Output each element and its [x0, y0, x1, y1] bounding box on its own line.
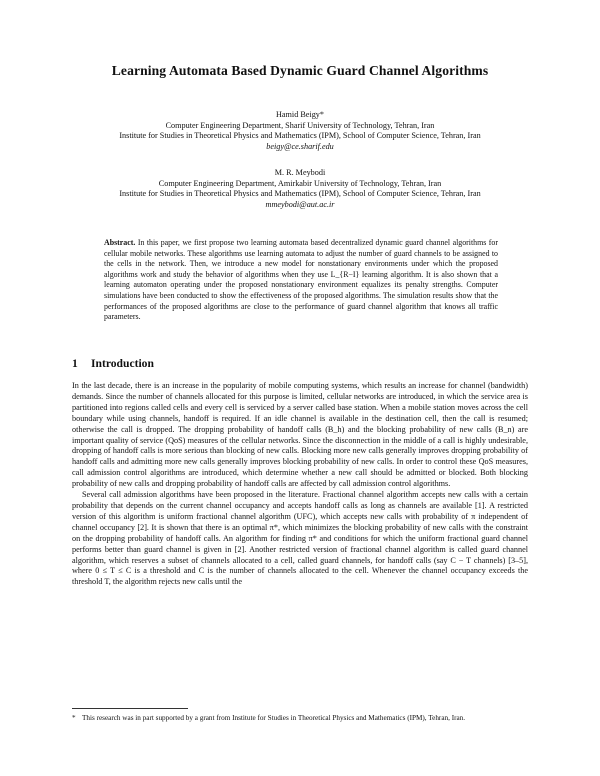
author-name: M. R. Meybodi [274, 168, 326, 177]
section-number: 1 [72, 357, 78, 370]
abstract [104, 238, 498, 323]
section-heading [72, 357, 154, 370]
abstract-text: In this paper, we first propose two learning automata based decentralized dynamic guard channel algorithms for cellular mobile networks. These algorithms use learning automata to adjust the number of guard channels to be assigned to the cells in the network. Then, we introduce a new model for nonstationary environments under which the proposed algorithms work and study the behavior of algorithms when they use L_{R−I} learning algorithm. It is also shown that a learning automaton operating under the proposed nonstationary environment equalizes its penalty strengths. Computer simulations have been conducted to show the effectiveness of the proposed algorithms. The simulation results show that the performances of the proposed algorithms are close to the performance of guard channel algorithm that knows all traffic parameters. [104, 238, 498, 322]
footnote-rule [72, 708, 188, 709]
author-block-1 [0, 110, 600, 152]
author-affiliation: Computer Engineering Department, Sharif University of Technology, Tehran, Iran [165, 120, 435, 130]
paragraph: In the last decade, there is an increase in the popularity of mobile computing systems, which results an increase for channel (bandwidth) demands. Since the number of channels allocated for this purpose is limited, cellular networks are introduced, in which the service area is partitioned into regions called cells and every cell is serviced by a server called base station. When a mobile station moves across the cell boundary while using channels, handoff is required. If an idle channel is available in the destination cell, then the call is resumed; otherwise the call is dropped. The dropping probability of handoff calls (B_h) and the blocking probability of new calls (B_n) are important quality of service (QoS) measures of the cellular networks. Since the disconnection in the middle of a call is highly undesirable, dropping of handoff calls is more serious than blocking of new calls. Blocking more new calls generally improves dropping probability of handoff calls and admitting more new calls generally improves blocking probability of new calls. In order to control these QoS measures, call admission control algorithms are introduced, which determine whether a new call should be admitted or blocked. Both blocking probability of new calls and dropping probability of handoff calls are affected by call admission control algorithms. [72, 381, 528, 489]
paper-title: Learning Automata Based Dynamic Guard Channel Algorithms [111, 63, 489, 78]
body-text [72, 381, 528, 588]
author-affiliation: Institute for Studies in Theoretical Physics and Mathematics (IPM), School of Computer Science, Tehran, Iran [119, 131, 481, 141]
paragraph: Several call admission algorithms have been proposed in the literature. Fractional channel algorithm accepts new calls with a certain probability that depends on the current channel occupancy and accepts handoff calls as long as channels are available [1]. A restricted version of this algorithm is uniform fractional channel algorithm (UFC), which accepts new calls with probability of π independent of channel occupancy [2]. It is shown that there is an optimal π*, which minimizes the blocking probability of new calls with the constraint on the dropping probability of handoff calls. An algorithm for finding π* and conditions for which the uniform fractional guard channel performs better than guard channel is given in [2]. Another restricted version of fractional channel algorithm is called guard channel algorithm, which reserves a subset of channels allocated to a cell, called guard channels, for handoff calls (say C − T channels) [3–5], where 0 ≤ T ≤ C is a threshold and C is the number of channels allocated to the cell. Whenever the channel occupancy exceeds the threshold T, the algorithm rejects new calls until the [72, 490, 528, 587]
section-title: Introduction [91, 357, 154, 370]
footnote-text: This research was in part supported by a grant from Institute for Studies in Theoretical Physics and Mathematics (IPM), Tehran, Iran. [82, 714, 466, 722]
abstract-label: Abstract. [104, 238, 136, 247]
author-affiliation: Institute for Studies in Theoretical Physics and Mathematics (IPM), School of Computer Science, Tehran, Iran [119, 189, 481, 199]
author-block-2 [0, 168, 600, 210]
author-email: beigy@ce.sharif.edu [266, 141, 334, 151]
author-name: Hamid Beigy* [276, 110, 324, 119]
author-affiliation: Computer Engineering Department, Amirkabir University of Technology, Tehran, Iran [158, 178, 442, 188]
footnote [72, 714, 528, 724]
footnote-mark: * [72, 714, 76, 722]
author-email: mmeybodi@aut.ac.ir [265, 199, 335, 209]
